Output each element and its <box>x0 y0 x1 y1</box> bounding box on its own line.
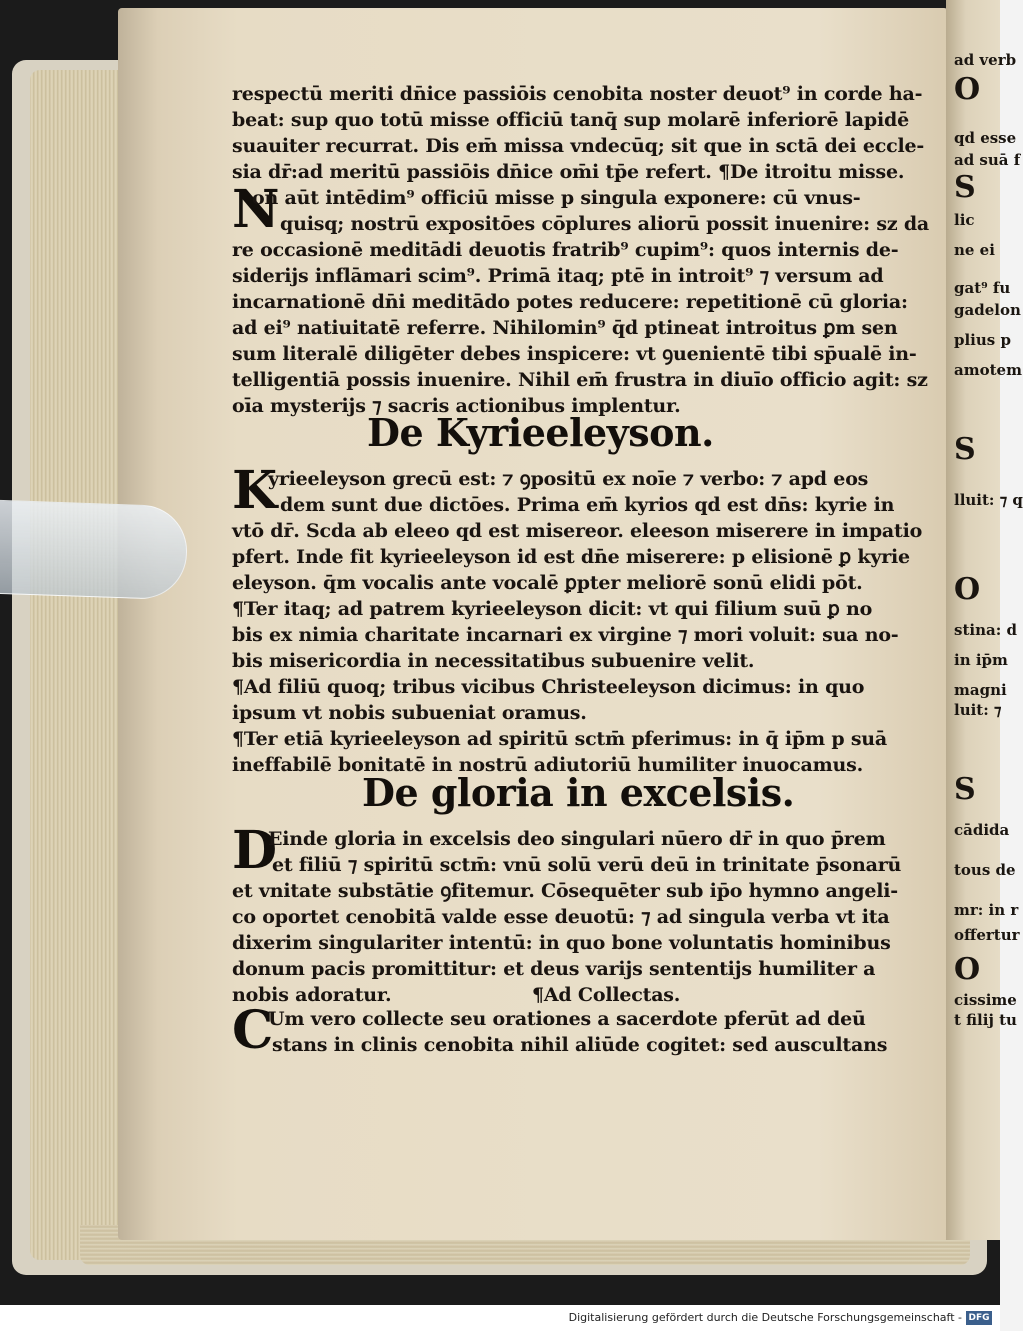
text-line: eleyson. q̄m vocalis ante vocalē ꝑpter meliorē sonū elidi pōt. <box>232 572 863 594</box>
text-line: telligentiā possis inuenire. Nihil em̄ frustra in diuīo officio agit: sz <box>232 369 928 391</box>
text-line: stans in clinis cenobita nihil aliūde cogitet: sed auscultans <box>272 1034 888 1056</box>
drop-initial: N <box>232 179 280 240</box>
drop-initial: C <box>232 1000 274 1061</box>
next-page-fragment: lluit: ⁊ q <box>954 491 1023 509</box>
next-page-fragment: cādida <box>954 821 1010 839</box>
subheading-collectas: ¶Ad Collectas. <box>532 984 681 1006</box>
next-page-fragment: gadelon <box>954 301 1021 319</box>
footer-credit: Digitalisierung gefördert durch die Deutsche Forschungsgemeinschaft - <box>568 1311 962 1324</box>
text-line: incarnationē dn̄i meditādo potes reducere: repetitionē cū gloria: <box>232 291 908 313</box>
text-line: ¶Ad filiū quoq; tribus vicibus Christeeleyson dicimus: in quo <box>232 676 865 698</box>
next-page-fragment: ad verb <box>954 51 1017 69</box>
text-line: sia dr̄:ad meritū passiōis dn̄ice om̄i tp̄e refert. ¶De itroitu misse. <box>232 161 905 183</box>
drop-initial: D <box>232 820 277 881</box>
text-line: pfert. Inde fit kyrieeleyson id est dn̄e miserere: p elisionē ꝑ kyrie <box>232 546 910 568</box>
text-line: yrieeleyson grecū est: ⁊ ꝯpositū ex noīe ⁊ verbo: ⁊ apd eos <box>268 468 869 490</box>
next-page-fragment: lic <box>954 211 975 229</box>
text-line: quisq; nostrū expositōes cōplures aliorū possit inuenire: sz da <box>280 213 930 235</box>
text-line: ipsum vt nobis subueniat oramus. <box>232 702 587 724</box>
text-line: oīa mysterijs ⁊ sacris actionibus implentur. <box>232 395 681 417</box>
book-fore-edge <box>30 70 125 1260</box>
section-heading-gloria: De gloria in excelsis. <box>362 770 795 815</box>
text-line: ¶Ter etiā kyrieeleyson ad spiritū sctm̄ pferimus: in q̄ ip̄m p suā <box>232 728 888 750</box>
drop-initial: K <box>232 460 277 521</box>
text-line: on aūt intēdim⁹ officiū misse p singula exponere: cū vnus- <box>252 187 861 209</box>
text-line: bis ex nimia charitate incarnari ex virgine ⁊ mori voluit: sua no- <box>232 624 899 646</box>
next-page-fragment: luit: ⁊ <box>954 701 1002 719</box>
next-page-fragment: S <box>954 170 976 205</box>
text-line: sum literalē diligēter debes inspicere: vt ꝯuenientē tibi sp̄ualē in- <box>232 343 917 365</box>
text-line: siderijs inflāmari scim⁹. Primā itaq; ptē in introit⁹ ⁊ versum ad <box>232 265 884 287</box>
footer-bar <box>0 1305 1000 1331</box>
next-page-fragment: plius p <box>954 331 1011 349</box>
text-line: et filiū ⁊ spiritū sctm̄: vnū solū verū deū in trinitate p̄sonarū <box>272 854 902 876</box>
next-page-fragment: S <box>954 432 976 467</box>
text-line: bis misericordia in necessitatibus subuenire velit. <box>232 650 755 672</box>
text-line: et vnitate substātie ꝯfitemur. Cōsequēter sub ip̄o hymno angeli- <box>232 880 898 902</box>
next-page-fragment: O <box>954 952 981 987</box>
dfg-logo: DFG <box>966 1311 992 1325</box>
next-page-fragment: O <box>954 72 981 107</box>
text-line: suauiter recurrat. Dis em̄ missa vndecūq; sit que in sctā dei eccle- <box>232 135 925 157</box>
next-page-fragment: S <box>954 772 976 807</box>
right-page-fragment <box>946 0 1023 1240</box>
text-line: nobis adoratur. <box>232 984 392 1006</box>
text-line: dem sunt due dictōes. Prima em̄ kyrios qd est dn̄s: kyrie in <box>280 494 895 516</box>
next-page-fragment: gat⁹ fu <box>954 279 1011 297</box>
text-line: ¶Ter itaq; ad patrem kyrieeleyson dicit: vt qui filium suū ꝑ no <box>232 598 873 620</box>
next-page-fragment: ad suā f <box>954 151 1021 169</box>
next-page-fragment: qd esse <box>954 129 1017 147</box>
text-line: Um vero collecte seu orationes a sacerdote pferūt ad deū <box>268 1008 866 1030</box>
next-page-fragment: amotem <box>954 361 1022 379</box>
text-line: dixerim singulariter intentū: in quo bone voluntatis hominibus <box>232 932 891 954</box>
text-line: Einde gloria in excelsis deo singulari nūero dr̄ in quo p̄rem <box>268 828 886 850</box>
next-page-fragment: offertur <box>954 926 1020 944</box>
text-line: respectū meriti dn̄ice passiōis cenobita noster deuot⁹ in corde ha- <box>232 83 923 105</box>
next-page-fragment: mr: in r <box>954 901 1019 919</box>
text-line: ad ei⁹ natiuitatē referre. Nihilomin⁹ q̄d ptineat introitus ꝑm sen <box>232 317 898 339</box>
text-line: co oportet cenobitā valde esse deuotū: ⁊ ad singula verba vt ita <box>232 906 890 928</box>
text-line: vtō dr̄. Scda ab eleeo qd est misereor. eleeson miserere in impatio <box>232 520 923 542</box>
next-page-fragment: tous de <box>954 861 1016 879</box>
text-line: donum pacis promittitur: et deus varijs sententijs humiliter a <box>232 958 876 980</box>
next-page-fragment: t filij tu <box>954 1011 1017 1029</box>
next-page-fragment: stina: d <box>954 621 1017 639</box>
next-page-fragment: ne ei <box>954 241 995 259</box>
text-line: re occasionē meditādi deuotis fratrib⁹ cupim⁹: quos internis de- <box>232 239 899 261</box>
section-heading-kyrie: De Kyrieeleyson. <box>367 410 714 455</box>
next-page-fragment: cissime <box>954 991 1017 1009</box>
next-page-fragment: O <box>954 572 981 607</box>
next-page-fragment: magni <box>954 681 1007 699</box>
text-line: beat: sup quo totū misse officiū tanq̄ sup molarē inferiorē lapidē <box>232 109 909 131</box>
bookmark-clip <box>0 500 189 601</box>
text-line: ineffabilē bonitatē in nostrū adiutoriū humiliter inuocamus. <box>232 754 864 776</box>
next-page-fragment: in ip̄m <box>954 651 1008 669</box>
